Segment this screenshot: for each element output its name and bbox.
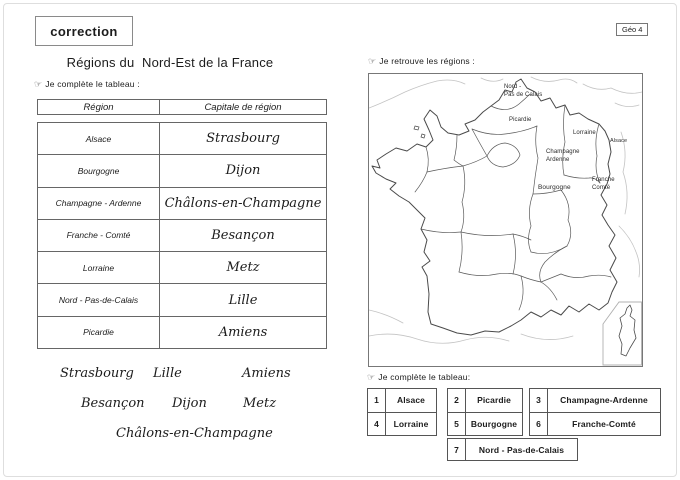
- geo-label: Géo 4: [622, 25, 643, 34]
- answer-number: 3: [530, 389, 548, 412]
- word-bank-item: Châlons-en-Champagne: [116, 426, 273, 441]
- map-label-text: Ardenne: [546, 156, 570, 163]
- region-cell: Champagne - Ardenne: [38, 188, 160, 219]
- answer-number: 5: [448, 413, 466, 436]
- answer-name: Picardie: [477, 395, 511, 406]
- answer-group-1: [367, 388, 437, 436]
- answer-row: [448, 439, 577, 460]
- answer-group-2: [447, 388, 523, 436]
- word-bank-item: Metz: [243, 396, 277, 411]
- table-row: [38, 123, 326, 155]
- answer-number: 4: [368, 413, 386, 436]
- answer-row: [368, 413, 436, 436]
- answer-name: Lorraine: [393, 418, 429, 429]
- pointer-hand-icon: ☞: [367, 372, 376, 382]
- capital-cell: Dijon: [225, 163, 261, 179]
- answer-group-3: [529, 388, 661, 436]
- table-row: [38, 317, 326, 348]
- capital-cell: Metz: [226, 260, 260, 276]
- map-label-champagne: [546, 149, 580, 164]
- answer-name: Champagne-Ardenne: [560, 395, 648, 406]
- map-label-text: Champagne: [546, 149, 580, 155]
- correction-label: correction: [50, 23, 118, 39]
- word-bank-item: Amiens: [242, 366, 291, 381]
- header-capital: Capitale de région: [204, 101, 282, 113]
- capital-cell: Lille: [228, 292, 258, 308]
- word-bank-item: Lille: [153, 366, 182, 381]
- map-label-lorraine: Lorraine: [573, 130, 596, 136]
- answer-name: Alsace: [396, 395, 425, 406]
- geo-badge: [616, 23, 648, 36]
- map-prompt-text: Je retrouve les régions :: [379, 56, 475, 66]
- answer-name: Bourgogne: [470, 418, 518, 429]
- map-label-text: Pas de Calais: [504, 91, 543, 98]
- table-row: [38, 188, 326, 220]
- map-label-text: Comté: [592, 184, 611, 191]
- answer-group-4: [447, 438, 578, 461]
- answer-number: 1: [368, 389, 386, 412]
- region-cell: Franche - Comté: [38, 220, 160, 251]
- answer-row: [530, 389, 660, 413]
- left-table-prompt-text: Je complète le tableau :: [45, 79, 140, 89]
- table-row: [38, 155, 326, 187]
- table-row: [38, 220, 326, 252]
- region-cell: Alsace: [38, 123, 160, 154]
- answer-number: 2: [448, 389, 466, 412]
- answer-number: 7: [448, 439, 466, 460]
- map-label-alsace: Alsace: [610, 138, 628, 144]
- france-map: [368, 73, 643, 367]
- answer-row: [448, 413, 522, 436]
- answer-row: [530, 413, 660, 436]
- map-prompt: [368, 56, 475, 67]
- answer-row: [448, 389, 522, 413]
- region-cell: Bourgogne: [38, 155, 160, 186]
- pointer-hand-icon: ☞: [368, 56, 377, 66]
- map-label-text: Franche: [592, 177, 615, 183]
- table-row: [38, 252, 326, 284]
- region-cell: Lorraine: [38, 252, 160, 283]
- right-table-prompt: [367, 372, 470, 383]
- word-bank-item: Dijon: [172, 396, 207, 411]
- right-table-prompt-text: Je complète le tableau:: [378, 372, 471, 382]
- header-region: Région: [38, 100, 160, 114]
- left-table-prompt: [34, 79, 140, 90]
- region-cell: Picardie: [38, 317, 160, 348]
- france-map-drawing: [369, 74, 642, 366]
- map-label-bourgogne: Bourgogne: [538, 184, 571, 191]
- answer-name: Franche-Comté: [572, 418, 636, 429]
- capital-cell: Amiens: [218, 324, 268, 340]
- capital-cell: Strasbourg: [206, 131, 280, 147]
- capital-cell: Châlons-en-Champagne: [164, 195, 322, 211]
- answer-number: 6: [530, 413, 548, 436]
- capital-cell: Besançon: [211, 227, 275, 243]
- word-bank-item: Strasbourg: [60, 366, 134, 381]
- regions-table-header: [37, 99, 327, 115]
- word-bank-item: Besançon: [81, 396, 145, 411]
- page-title: Régions du Nord-Est de la France: [66, 55, 274, 70]
- france-outline: [372, 79, 617, 335]
- answer-name: Nord - Pas-de-Calais: [478, 444, 565, 455]
- region-cell: Nord - Pas-de-Calais: [38, 284, 160, 315]
- map-label-franche-comte: [592, 177, 615, 192]
- regions-table: [37, 122, 327, 349]
- pointer-hand-icon: ☞: [34, 79, 43, 89]
- map-label-text: Nord -: [504, 84, 522, 90]
- map-label-nord: [504, 84, 542, 99]
- table-row: [38, 284, 326, 316]
- correction-badge: [35, 16, 133, 46]
- answer-row: [368, 389, 436, 413]
- map-label-picardie: Picardie: [509, 117, 532, 123]
